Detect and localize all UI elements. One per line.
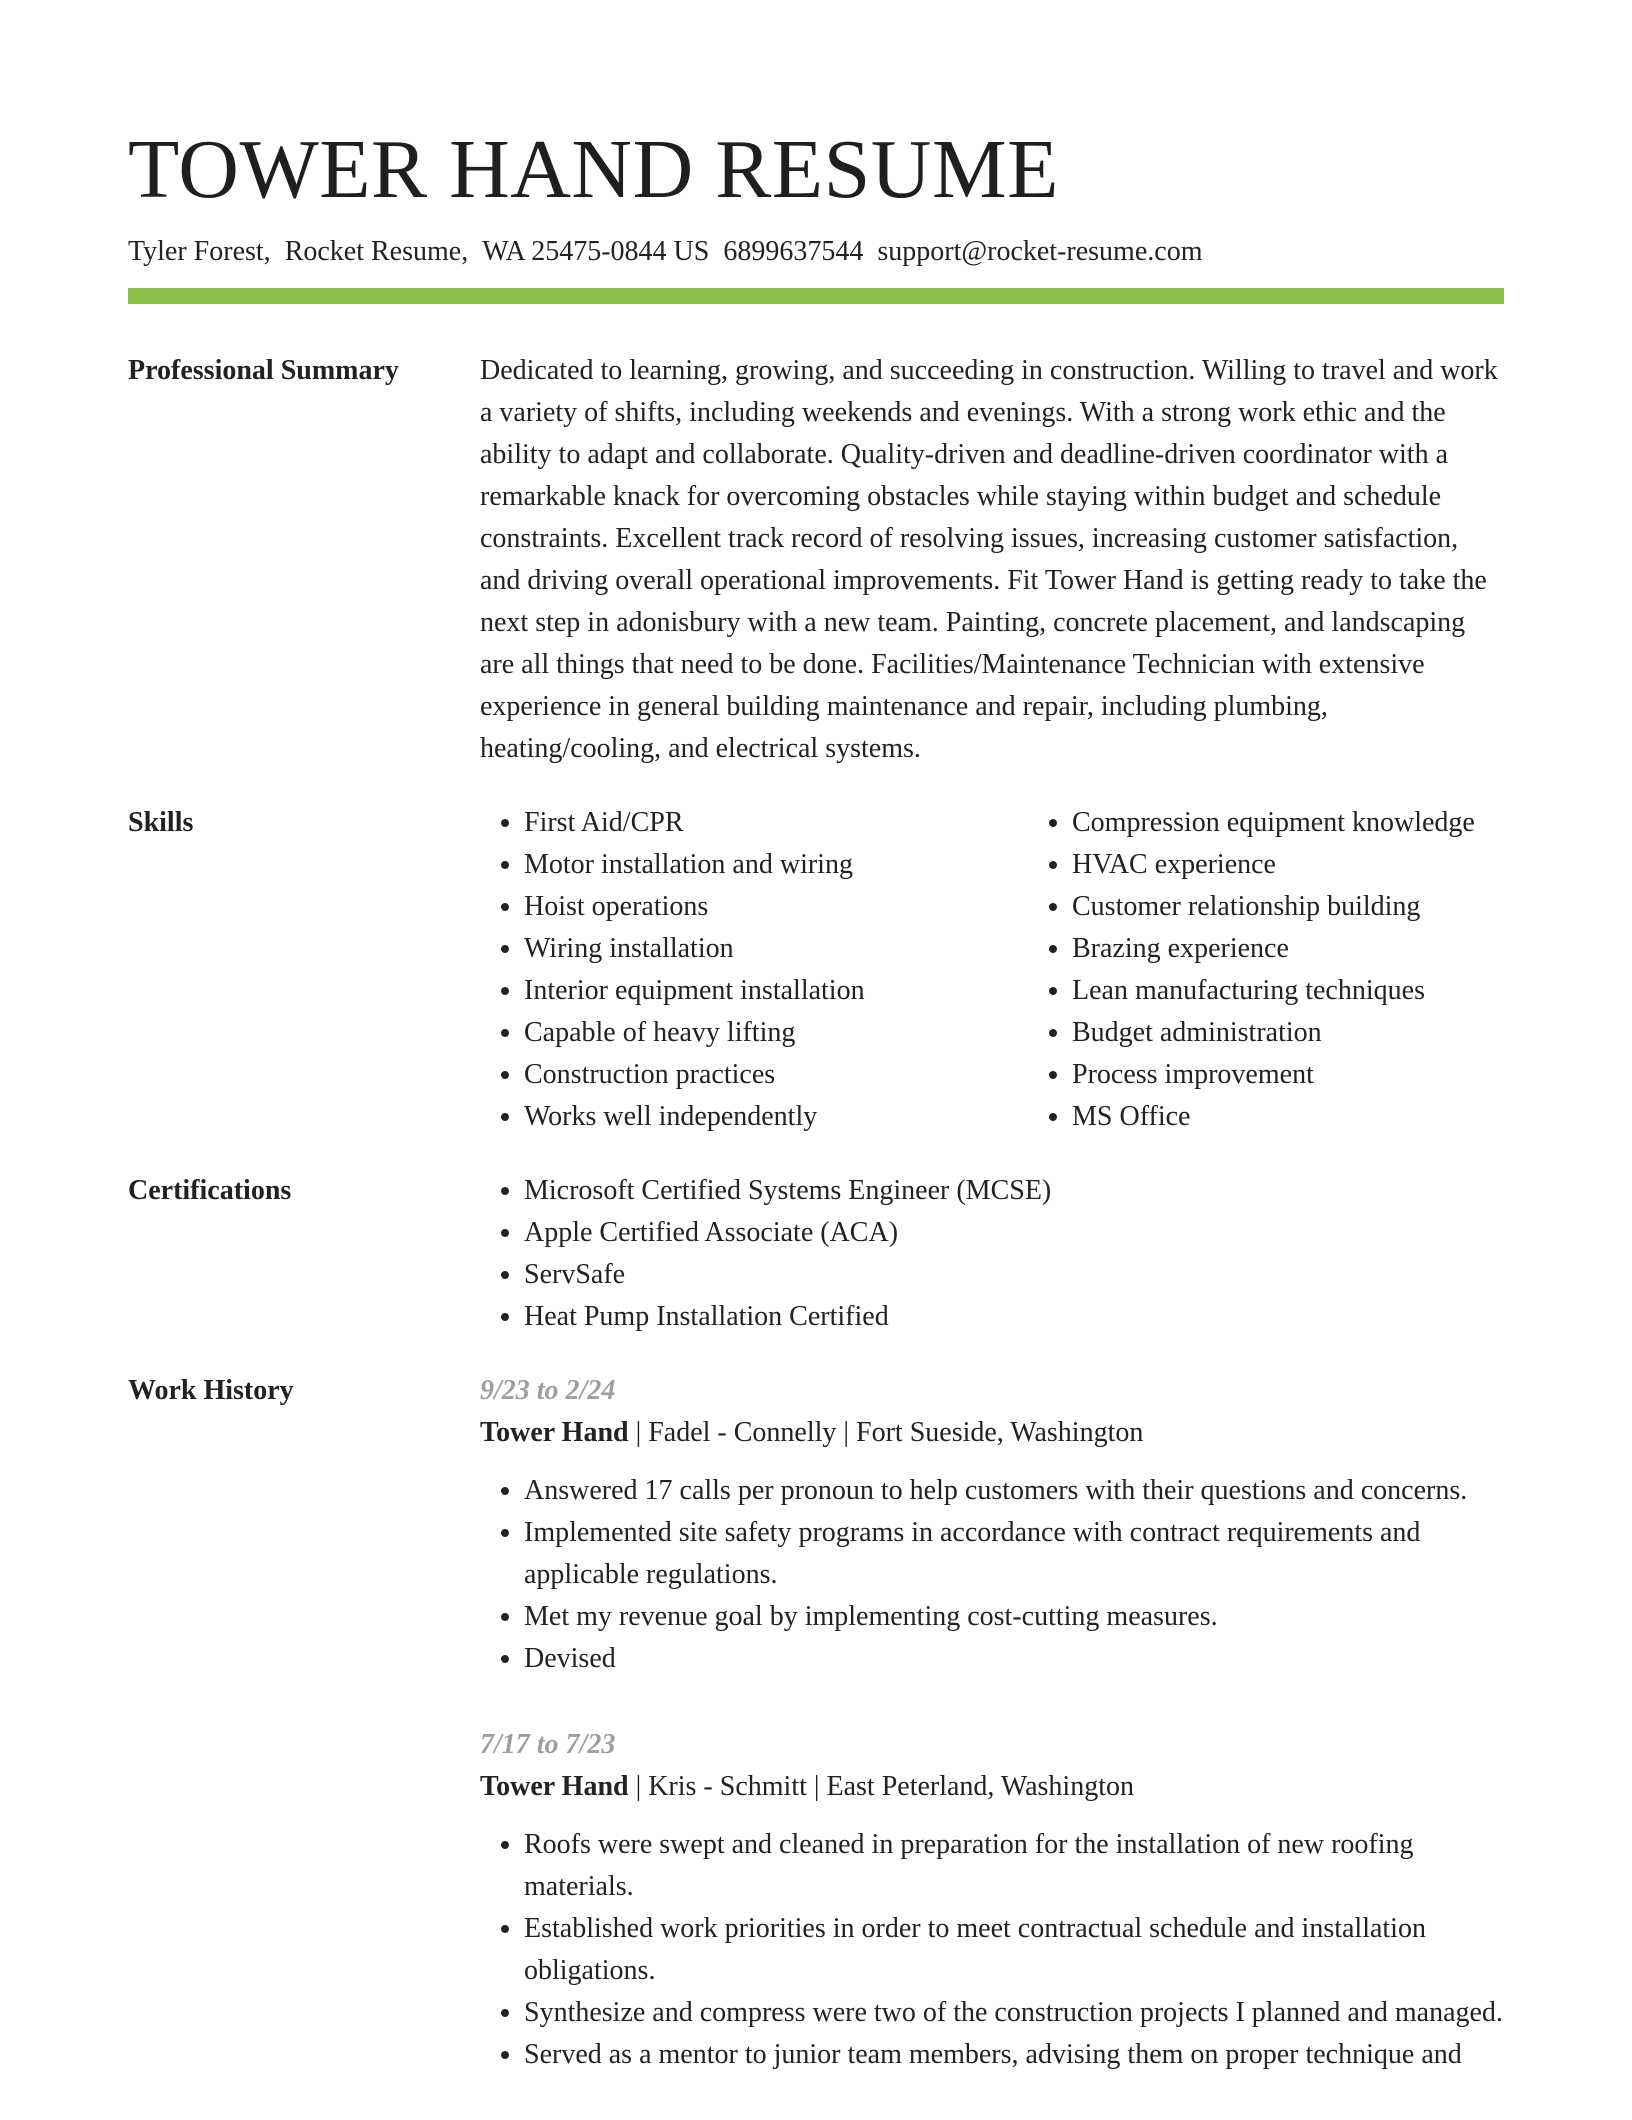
job-duty-item: • Devised bbox=[524, 1638, 1504, 1680]
skills-list-left bbox=[480, 802, 1028, 1138]
skills-body bbox=[480, 802, 1576, 1138]
header-divider bbox=[128, 288, 1504, 304]
contact-location: WA 25475-0844 US bbox=[482, 236, 710, 267]
summary-heading: Professional Summary bbox=[128, 355, 399, 386]
skill-item: • Lean manufacturing techniques bbox=[1072, 970, 1576, 1012]
job-entry bbox=[480, 1724, 1504, 2076]
job-title: Tower Hand bbox=[480, 1771, 629, 1802]
job-duty-item: • Met my revenue goal by implementing cost-cutting measures. bbox=[524, 1596, 1504, 1638]
certification-item: • Apple Certified Associate (ACA) bbox=[524, 1212, 1504, 1254]
work-history-section bbox=[128, 1370, 1504, 2120]
job-duties-list bbox=[480, 1824, 1504, 2076]
skill-item: • Works well independently bbox=[524, 1096, 1028, 1138]
job-duty-item: • Answered 17 calls per pronoun to help customers with their questions and concerns. bbox=[524, 1470, 1504, 1512]
contact-company: Rocket Resume, bbox=[284, 236, 469, 267]
job-duty-item: • Roofs were swept and cleaned in preparation for the installation of new roofing materials. bbox=[524, 1824, 1504, 1908]
skills-heading: Skills bbox=[128, 807, 194, 838]
skill-item: • Compression equipment knowledge bbox=[1072, 802, 1576, 844]
job-entry bbox=[480, 1370, 1504, 1680]
resume-page bbox=[128, 120, 1504, 2120]
certifications-section bbox=[128, 1170, 1504, 1338]
resume-title: TOWER HAND RESUME bbox=[128, 123, 1059, 216]
certifications-list bbox=[480, 1170, 1504, 1338]
summary-section bbox=[128, 350, 1504, 770]
job-duty-item: • Served as a mentor to junior team members, advising them on proper technique and bbox=[524, 2034, 1504, 2076]
job-duty-item: • Established work priorities in order to meet contractual schedule and installation obligations. bbox=[524, 1908, 1504, 1992]
contact-email: support@rocket-resume.com bbox=[877, 236, 1203, 267]
skill-item: • Hoist operations bbox=[524, 886, 1028, 928]
job-title: Tower Hand bbox=[480, 1417, 629, 1448]
skill-item: • Budget administration bbox=[1072, 1012, 1576, 1054]
skill-item: • Motor installation and wiring bbox=[524, 844, 1028, 886]
skill-item: • HVAC experience bbox=[1072, 844, 1576, 886]
skill-item: • Process improvement bbox=[1072, 1054, 1576, 1096]
certifications-body bbox=[480, 1170, 1504, 1338]
skill-item: • First Aid/CPR bbox=[524, 802, 1028, 844]
job-duty-item: • Synthesize and compress were two of the construction projects I planned and managed. bbox=[524, 1992, 1504, 2034]
job-heading bbox=[480, 1766, 1504, 1808]
skill-item: • Interior equipment installation bbox=[524, 970, 1028, 1012]
job-duty-item: • Implemented site safety programs in accordance with contract requirements and applicable regulations. bbox=[524, 1512, 1504, 1596]
skill-item: • Capable of heavy lifting bbox=[524, 1012, 1028, 1054]
job-employer-location: | Fadel - Connelly | Fort Sueside, Washington bbox=[628, 1417, 1144, 1448]
skill-item: • Customer relationship building bbox=[1072, 886, 1576, 928]
skills-section bbox=[128, 802, 1504, 1138]
contact-phone: 6899637544 bbox=[723, 236, 864, 267]
skill-item: • Construction practices bbox=[524, 1054, 1028, 1096]
certification-item: • ServSafe bbox=[524, 1254, 1504, 1296]
certification-item: • Microsoft Certified Systems Engineer (MCSE) bbox=[524, 1170, 1504, 1212]
contact-name: Tyler Forest, bbox=[128, 236, 271, 267]
skill-item: • MS Office bbox=[1072, 1096, 1576, 1138]
job-heading bbox=[480, 1412, 1504, 1454]
job-dates: 7/17 to 7/23 bbox=[480, 1729, 616, 1760]
summary-body bbox=[480, 350, 1504, 770]
skill-item: • Wiring installation bbox=[524, 928, 1028, 970]
job-duties-list bbox=[480, 1470, 1504, 1680]
job-dates: 9/23 to 2/24 bbox=[480, 1375, 616, 1406]
job-employer-location: | Kris - Schmitt | East Peterland, Washington bbox=[628, 1771, 1134, 1802]
work-history-body bbox=[480, 1370, 1504, 2120]
certification-item: • Heat Pump Installation Certified bbox=[524, 1296, 1504, 1338]
work-history-heading: Work History bbox=[128, 1375, 294, 1406]
contact-line bbox=[128, 234, 1504, 270]
skill-item: • Brazing experience bbox=[1072, 928, 1576, 970]
summary-text: Dedicated to learning, growing, and succeeding in construction. Willing to travel and work a variety of shifts, including weekends and evenings. With a strong work ethic and the ability to adapt and collaborate. Quality-driven and deadline-driven coordinator with a remarkable knack for overcoming obstacles while staying within budget and schedule constraints. Excellent track record of resolving issues, increasing customer satisfaction, and driving overall operational improvements. Fit Tower Hand is getting ready to take the next step in adonisbury with a new team. Painting, concrete placement, and landscaping are all things that need to be done. Facilities/Maintenance Technician with extensive experience in general building maintenance and repair, including plumbing, heating/cooling, and electrical systems. bbox=[480, 355, 1498, 764]
certifications-heading: Certifications bbox=[128, 1175, 292, 1206]
skills-list-right bbox=[1028, 802, 1576, 1138]
skills-columns bbox=[480, 802, 1576, 1138]
